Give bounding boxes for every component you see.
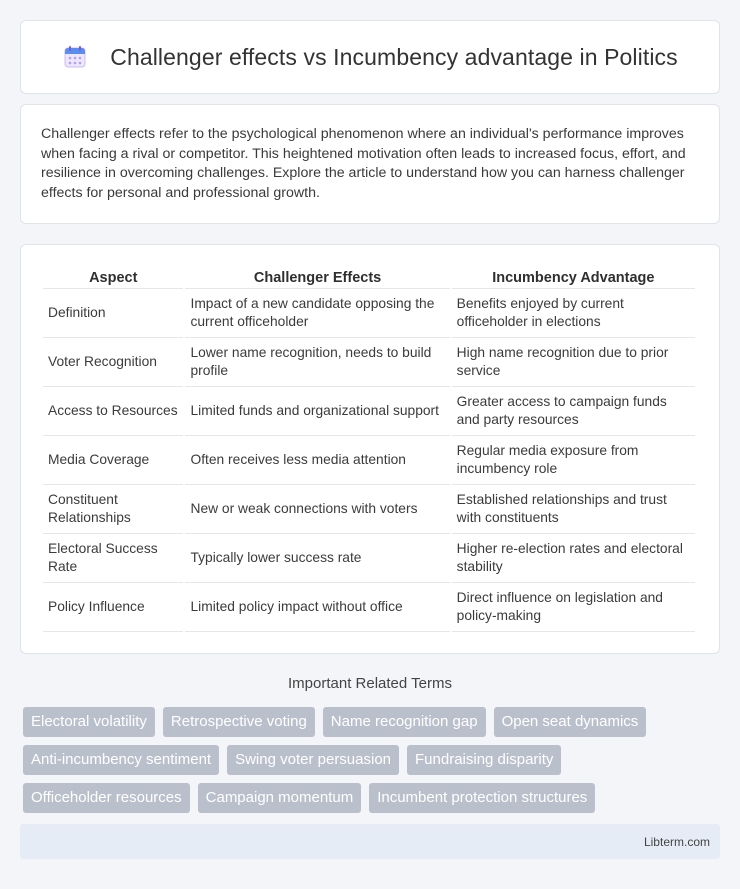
cell-challenger: Limited policy impact without office — [185, 583, 449, 632]
tag-row — [23, 745, 723, 775]
comparison-table — [41, 265, 697, 632]
table-row — [43, 534, 695, 583]
tag-anti-incumbency-sentiment[interactable]: Anti-incumbency sentiment — [23, 745, 219, 775]
tag-officeholder-resources[interactable]: Officeholder resources — [23, 783, 190, 813]
column-header-incumbency: Incumbency Advantage — [452, 265, 695, 289]
table-row — [43, 583, 695, 632]
cell-challenger: Lower name recognition, needs to build profile — [185, 338, 449, 387]
intro-card — [20, 104, 720, 224]
cell-aspect: Voter Recognition — [43, 338, 183, 387]
table-header-row — [43, 265, 695, 289]
intro-paragraph: Challenger effects refer to the psychological phenomenon where an individual's performance improves when facing a rival or competitor. This heightened motivation often leads to increased focus, effort, and resilience in overcoming challenges. Explore the article to understand how you can harness challenger effects for personal and professional growth. — [41, 126, 686, 201]
page-title: Challenger effects vs Incumbency advantage in Politics — [110, 43, 678, 70]
calendar-icon — [62, 44, 88, 70]
cell-aspect: Electoral Success Rate — [43, 534, 183, 583]
tag-swing-voter-persuasion[interactable]: Swing voter persuasion — [227, 745, 399, 775]
tag-campaign-momentum[interactable]: Campaign momentum — [198, 783, 362, 813]
cell-incumbency: Regular media exposure from incumbency role — [452, 436, 695, 485]
cell-aspect: Media Coverage — [43, 436, 183, 485]
cell-challenger: Limited funds and organizational support — [185, 387, 449, 436]
tag-row — [23, 783, 723, 813]
tag-retrospective-voting[interactable]: Retrospective voting — [163, 707, 315, 737]
tag-fundraising-disparity[interactable]: Fundraising disparity — [407, 745, 561, 775]
cell-challenger: Typically lower success rate — [185, 534, 449, 583]
table-row — [43, 485, 695, 534]
tag-row — [23, 707, 723, 737]
cell-incumbency: Established relationships and trust with constituents — [452, 485, 695, 534]
footer-site-link[interactable]: Libterm.com — [643, 834, 710, 849]
related-terms-title: Important Related Terms — [288, 675, 452, 692]
column-header-aspect: Aspect — [43, 265, 183, 289]
related-terms-list — [23, 707, 723, 821]
header-card — [20, 20, 720, 94]
table-row — [43, 338, 695, 387]
tag-name-recognition-gap[interactable]: Name recognition gap — [323, 707, 486, 737]
table-row — [43, 289, 695, 338]
cell-aspect: Policy Influence — [43, 583, 183, 632]
cell-incumbency: Higher re-election rates and electoral stability — [452, 534, 695, 583]
cell-challenger: New or weak connections with voters — [185, 485, 449, 534]
cell-incumbency: High name recognition due to prior service — [452, 338, 695, 387]
cell-challenger: Often receives less media attention — [185, 436, 449, 485]
column-header-challenger: Challenger Effects — [185, 265, 449, 289]
cell-incumbency: Benefits enjoyed by current officeholder in elections — [452, 289, 695, 338]
header — [62, 44, 678, 71]
tag-incumbent-protection-structures[interactable]: Incumbent protection structures — [369, 783, 595, 813]
comparison-table-card — [20, 244, 720, 654]
cell-aspect: Access to Resources — [43, 387, 183, 436]
tag-open-seat-dynamics[interactable]: Open seat dynamics — [494, 707, 647, 737]
cell-incumbency: Direct influence on legislation and policy-making — [452, 583, 695, 632]
cell-aspect: Definition — [43, 289, 183, 338]
table-row — [43, 387, 695, 436]
cell-incumbency: Greater access to campaign funds and party resources — [452, 387, 695, 436]
tag-electoral-volatility[interactable]: Electoral volatility — [23, 707, 155, 737]
cell-aspect: Constituent Relationships — [43, 485, 183, 534]
cell-challenger: Impact of a new candidate opposing the current officeholder — [185, 289, 449, 338]
footer — [20, 824, 720, 859]
table-row — [43, 436, 695, 485]
